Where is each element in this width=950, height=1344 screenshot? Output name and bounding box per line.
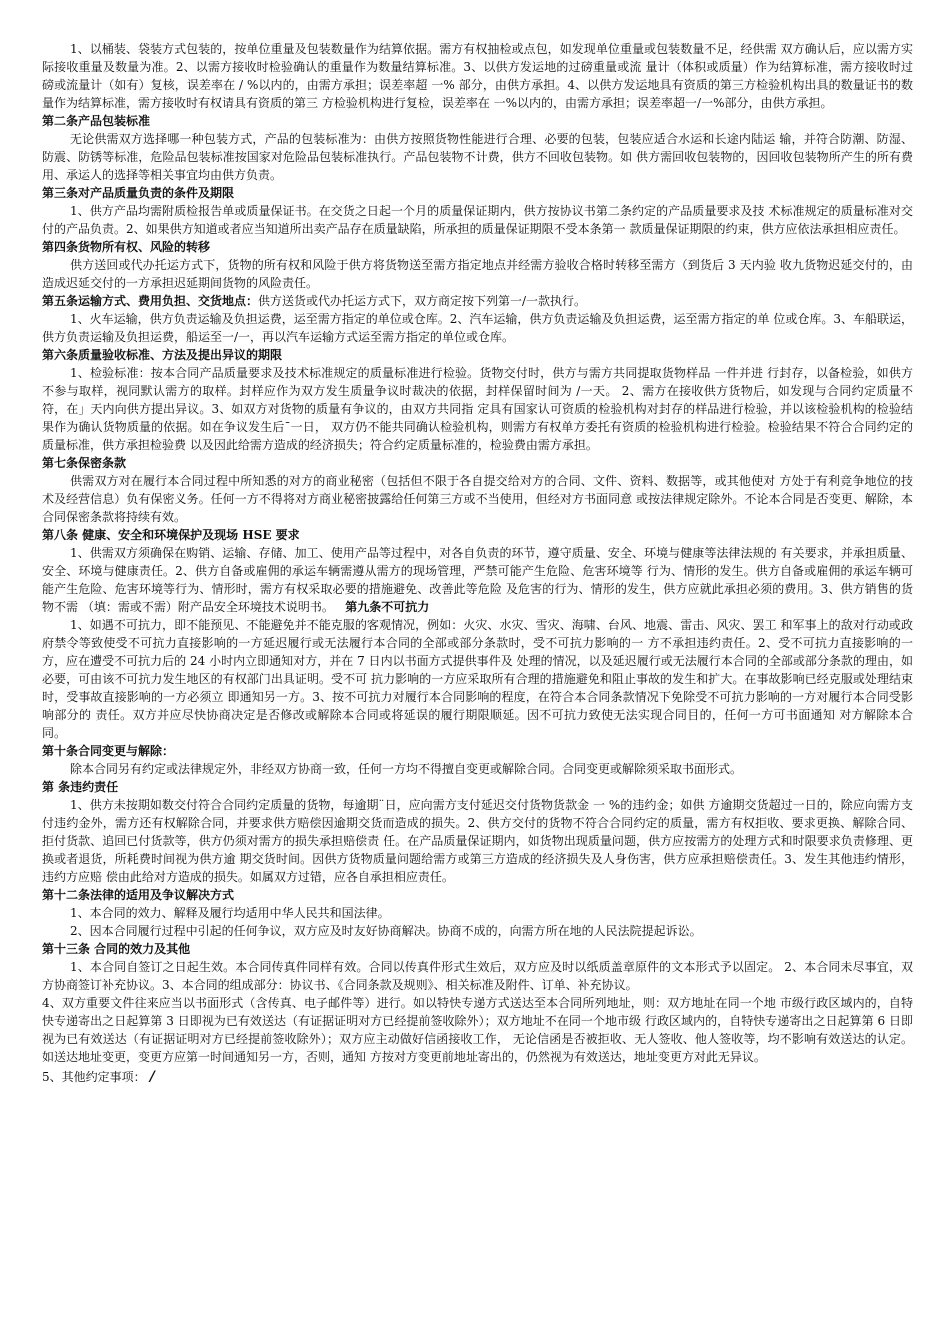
article-8-text: 1、供需双方须确保在购销、运输、存储、加工、使用产品等过程中，对各自负责的环节，遵守质量、安全、环境与健康等法律法规的 有关要求，并承担质量、安全、环境与健康责任。2、供方自备或雇佣的承运车辆需遵从需方的现场管理，严禁可能产生危险、危害环境等 行为、情形的发生。供方自备或雇佣的承运车辆可能产生危险、危害环境等行为、情形时，需方有权采取必要的措施避免、改善此等危险 及危害的行为、情形的发生，供方应就此承担必须的费用。3、供方销售的货物不需 （填：需或不需）附产品安全环境技术说明书。 xyxy=(42,546,913,614)
article-10-title: 第十条合同变更与解除： xyxy=(42,744,175,758)
article-5-title-tail: 供方送货或代办托运方式下，双方商定按下列第一/一款执行。 xyxy=(258,294,587,308)
intro-clause: 1、以桶装、袋装方式包装的，按单位重量及包装数量作为结算依据。需方有权抽检或点包，如发现单位重量或包装数量不足，经供需 双方确认后，应以需方实际接收重量及数量为准。2、以需方接收时检验确认的重量作为数量结算标准。3、以供方发运地的过磅重量或流 量计（体积或质量）作为结算标准，需方接收时过磅或流量计（如有）复核，误差率在 / %以内的，由需方承担；误差率超 一% 部分，由供方承担。4、以供方发运地具有资质的第三方检验机构出具的数量证书的数量作为结算标准，需方接收时有权请具有资质的第三 方检验机构进行复检，误差率在 一%以内的，由需方承担；误差率超一/一%部分，由供方承担。 xyxy=(42,42,913,110)
article-10-body: 除本合同另有约定或法律规定外，非经双方协商一致，任何一方均不得擅自变更或解除合同。合同变更或解除须采取书面形式。 xyxy=(70,762,743,776)
article-13-title: 第十三条 合同的效力及其他 xyxy=(42,942,191,956)
article-6-body: 1、检验标准：按本合同产品质量要求及技术标准规定的质量标准进行检验。货物交付时，供方与需方共同提取货物样品 一件并进 行封存，以备检验，如供方不参与取样，视同默认需方的取样。封样应作为双方发生质量争议时裁决的依据，封样保留时间为 /一天。 2、需方在接收供方货物后，如发现与合同约定质量不符，在」天内向供方提出异议。3、如双方对货物的质量有争议的，由双方共同指 定具有国家认可资质的检验机构对封存的样品进行检验，并以该检验机构的检验结果作为确认货物质量的依据。如在争议发生后¯一日， 双方仍不能共同确认检验机构，则需方有权单方委托有资质的检验机构进行检验。检验结果不符合合同约定的质量标准，供方承担检验费 以及因此给需方造成的经济损失；符合约定质量标准的，检验费由需方承担。 xyxy=(42,366,913,452)
article-13-item-5 xyxy=(42,1068,913,1086)
other-terms-label: 5、其他约定事项： xyxy=(42,1070,146,1084)
article-5-title: 第五条运输方式、费用负担、交货地点： xyxy=(42,294,259,308)
article-7-body: 供需双方对在履行本合同过程中所知悉的对方的商业秘密（包括但不限于各自提交给对方的合同、文件、资料、数据等，或其他使对 方处于有利竞争地位的技术及经营信息）负有保密义务。任何一方不得将对方商业秘密披露给任何第三方或不当使用，但经对方书面同意 或按法律规定除外。不论本合同是否变更、解除，本合同保密条款将持续有效。 xyxy=(42,474,913,524)
other-terms-value: / xyxy=(149,1069,155,1085)
article-3-title: 第三条对产品质量负责的条件及期限 xyxy=(42,186,235,200)
article-2-body: 无论供需双方选择哪一种包装方式，产品的包装标准为：由供方按照货物性能进行合理、必要的包装，包装应适合水运和长途内陆运 输，并符合防潮、防湿、防震、防锈等标准，危险品包装标准按国家对危险品包装标准执行。产品包装物不计费，供方不回收包装物。如 供方需回收包装物的，因回收包装物所产生的所有费用、承运人的选择等相关事宜均由供方负责。 xyxy=(42,132,913,182)
article-11-title: 第 条违约责任 xyxy=(42,780,119,794)
article-13-item-4: 4、双方重要文件往来应当以书面形式（含传真、电子邮件等）进行。如以特快专递方式送达至本合同所列地址，则：双方地址在同一个地 市级行政区域内的，自特快专递寄出之日起算第 3 日即视为已有效送达（有证据证明对方已经提前签收除外）；双方地址不在同一个地市级 行政区域内的，自特快专递寄出之日起算第 6 日即视为已有效送达（有证据证明对方已经提前签收除外）；双方应主动做好信函接收工作， 无论信函是否被拒收、无人签收、他人签收等，均不影响有效送达的认定。如送达地址变更，变更方应第一时间通知另一方，否则，通知 方按对方变更前地址寄出的，仍然视为有效送达，地址变更方对此无异议。 xyxy=(42,996,913,1064)
article-8-body xyxy=(42,544,913,616)
article-11-body: 1、供方未按期如数交付符合合同约定质量的货物，每逾期¨日，应向需方支付延迟交付货物货款金 一 %的违约金；如供 方逾期交货超过一日的，除应向需方支付违约金外，需方还有权解除合同，并要求供方赔偿因逾期交货而造成的损失。2、供方交付的货物不符合合同约定的质量，需方有权拒收、要求更换、解除合同、拒付货款、追回已付货款等，供方仍须对需方的损失承担赔偿责 任。在产品质量保证期内，如货物出现质量问题，供方应按需方的处理方式和时限要求负责修理、更换或者退货，所耗费时间视为供方逾 期交货时间。因供方货物质量问题给需方或第三方造成的经济损失及人身伤害，供方应承担赔偿责任。3、发生其他违约情形，违约方应赔 偿由此给对方造成的损失。如属双方过错，应各自承担相应责任。 xyxy=(42,798,913,884)
article-13-items-1-3: 1、本合同自签订之日起生效。本合同传真件同样有效。合同以传真件形式生效后，双方应及时以纸质盖章原件的文本形式予以固定。 2、本合同未尽事宜，双方协商签订补充协议。3、本合同的组成部分：协议书、《合同条款及规则》、相关标准及附件、订单、补充协议。 xyxy=(42,960,913,992)
article-12-title: 第十二条法律的适用及争议解决方式 xyxy=(42,888,235,902)
article-8-title: 第八条 健康、安全和环境保护及现场 HSE 要求 xyxy=(42,528,300,542)
article-9-title: 第九条不可抗力 xyxy=(345,600,430,614)
article-9-body: 1、如遇不可抗力，即不能预见、不能避免并不能克服的客观情况，例如：火灾、水灾、雪灾、海啸、台风、地震、雷击、风灾、罢工 和军事上的敌对行动或政府禁令等致使受不可抗力直接影响的一方延迟履行或无法履行本合同的全部或部分条款时，受不可抗力影响的一 方不承担违约责任。2、受不可抗力直接影响的一方，应在遭受不可抗力后的 24 小时内立即通知对方，并在 7 日内以书面方式提供事件及 处理的情况，以及延迟履行或无法履行本合同的全部或部分条款的理由，如必要，可由该不可抗力发生地区的有权部门出具证明。受不可 抗力影响的一方应采取所有合理的措施避免和阻止事故的发生和扩大。在事故影响已经克服或处理结束时，受事故直接影响的一方必须立 即通知另一方。3、按不可抗力对履行本合同影响的程度，在符合本合同条款情况下免除受不可抗力影响的一方对履行本合同受影响部分的 责任。双方并应尽快协商决定是否修改或解除本合同或将延误的履行期限顺延。因不可抗力致使无法实现合同目的，任何一方可书面通知 对方解除本合同。 xyxy=(42,618,913,740)
article-7-title: 第七条保密条款 xyxy=(42,456,127,470)
article-3-body: 1、供方产品均需附质检报告单或质量保证书。在交货之日起一个月的质量保证期内，供方按协议书第二条约定的产品质量要求及技 术标准规定的质量标准对交付的产品负责。2、如果供方知道或者应当知道所出卖产品存在质量缺陷，所承担的质量保证期限不受本条第一 款质量保证期限的约束，供方应依法承担相应责任。 xyxy=(42,204,913,236)
article-5-body: 1、火车运输，供方负责运输及负担运费，运至需方指定的单位或仓库。2、汽车运输，供方负责运输及负担运费，运至需方指定的单 位或仓库。3、车船联运，供方负责运输及负担运费，船运至一/一，再以汽车运输方式运至需方指定的单位或仓库。 xyxy=(42,312,913,344)
article-4-body: 供方送回或代办托运方式下，货物的所有权和风险于供方将货物送至需方指定地点并经需方验收合格时转移至需方（到货后 3 天内验 收九货物迟延交付的，由造成迟延交付的一方承担迟延期间货物的风险责任。 xyxy=(42,258,913,290)
article-6-title: 第六条质量验收标准、方法及提出异议的期限 xyxy=(42,348,283,362)
article-12-item-1: 1、本合同的效力、解释及履行均适用中华人民共和国法律。 xyxy=(70,906,390,920)
article-4-title: 第四条货物所有权、风险的转移 xyxy=(42,240,211,254)
article-5-title-line xyxy=(42,292,913,310)
article-12-item-2: 2、因本合同履行过程中引起的任何争议，双方应及时友好协商解决。协商不成的，向需方所在地的人民法院提起诉讼。 xyxy=(70,924,702,938)
article-2-title: 第二条产品包装标准 xyxy=(42,114,151,128)
